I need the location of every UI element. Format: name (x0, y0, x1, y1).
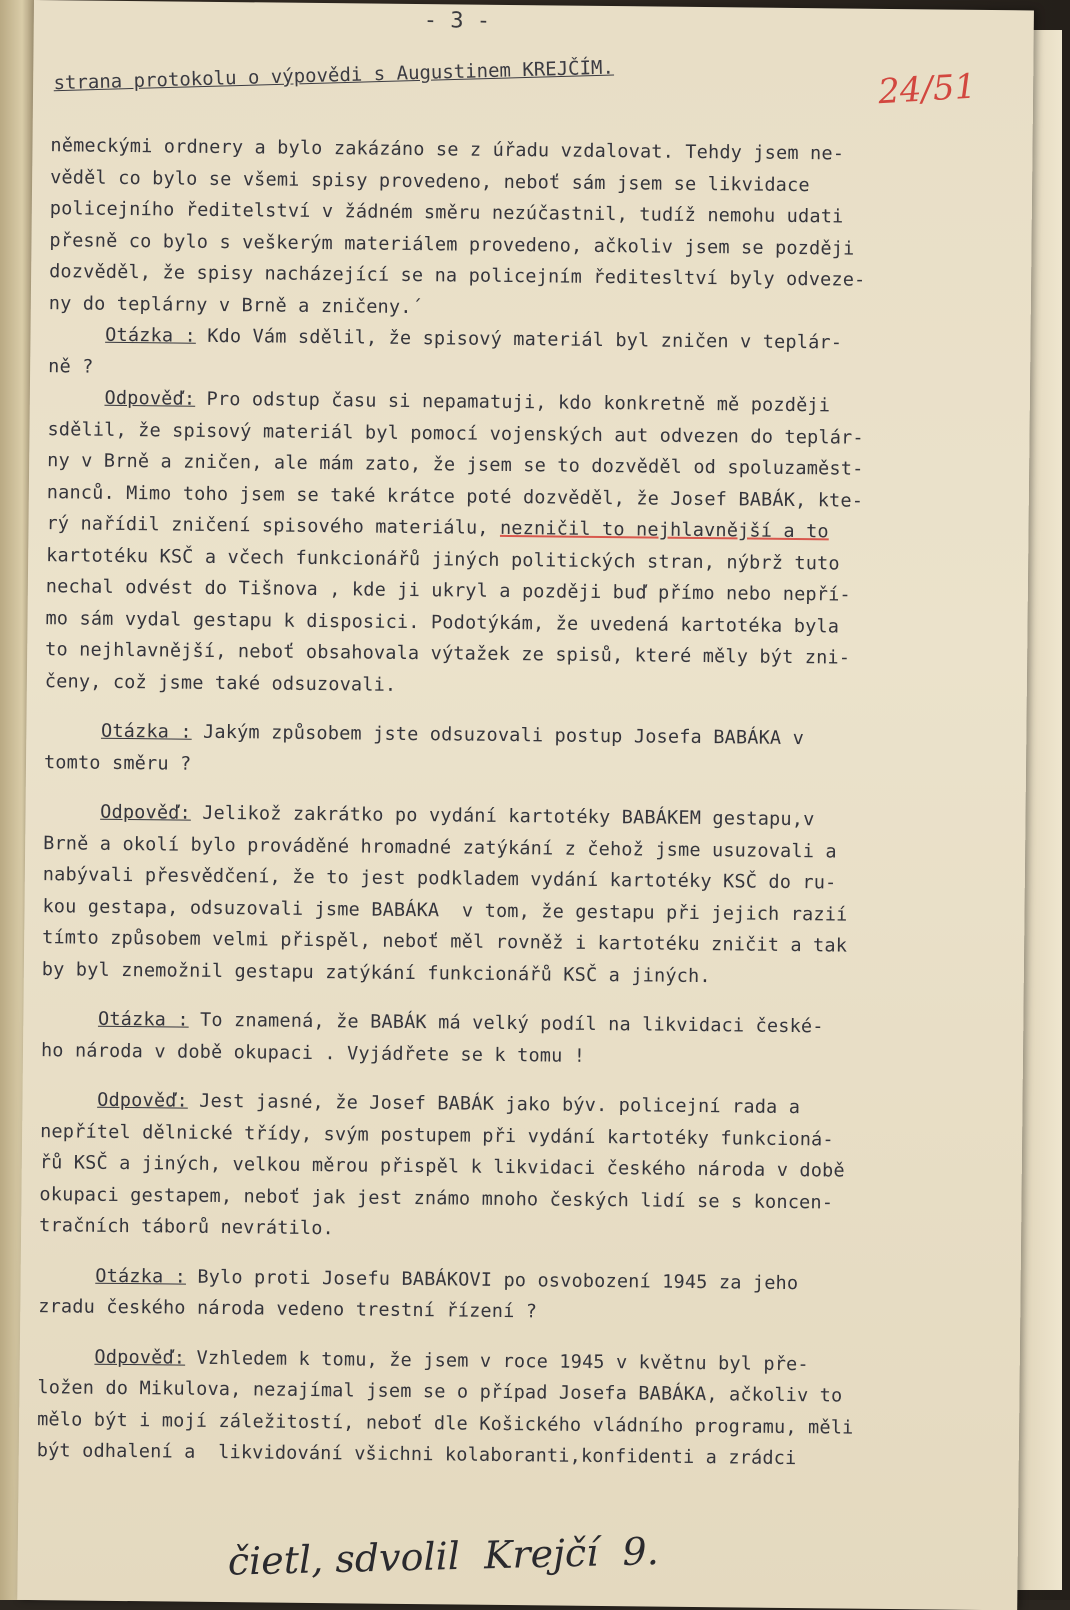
answer-label: Odpověď: (94, 1346, 186, 1369)
answer-text: Pro odstup času si nepamatuji, kdo konkretně mě později (195, 388, 831, 417)
text-line: kartotéku KSČ a včech funkcionářů jiných politických stran, nýbrž tuto (46, 544, 840, 574)
red-underlined-text: nezničil to nejhlavnější a to (499, 517, 829, 543)
text-line: Brně a okolí bylo prováděné hromadné zatýkání z čehož jsme usuzovali a (43, 832, 837, 862)
text-line: tomto směru ? (43, 751, 192, 775)
document-body (37, 130, 1026, 1477)
document-page (17, 0, 1034, 1610)
question-text: To znamená, že BABÁK má velký podíl na likvidaci české- (188, 1009, 824, 1038)
question-label: Otázka : (95, 1265, 187, 1288)
text-line: zradu českého národa vedeno trestní řízení ? (38, 1296, 538, 1323)
text-line: tračních táborů nevrátilo. (39, 1215, 335, 1240)
text-line: ny v Brně a zničen, ale mám zato, že jsem se to dozvěděl od spoluzaměst- (47, 450, 864, 480)
text-line: nechal odvést do Tišnova , kde ji ukryl a později buď přímo nebo nepří- (45, 576, 851, 606)
text-line: německými ordnery a bylo zakázáno se z úřadu vzdalovat. Tehdy jsem ne- (50, 135, 845, 165)
text-line: mělo být i mojí záležitostí, neboť dle Košického vládního programu, měli (37, 1408, 854, 1439)
question-label: Otázka : (97, 1008, 189, 1031)
answer-text: Jelikož zakrátko po vydání kartotéky BABÁKEM gestapu,v (190, 802, 815, 831)
text-line: to nejhlavnější, neboť obsahovala výtažek ze spisů, které měly být zni- (45, 639, 851, 669)
text-line: ložen do Mikulova, nezajímal jsem se o případ Josefa BABÁKA, ačkoliv to (37, 1377, 843, 1407)
text-line: ho národa v době okupaci . Vyjádřete se k tomu ! (40, 1039, 586, 1067)
page-header: strana protokolu o výpovědi s Augustinem KREJČÍM. (53, 56, 615, 95)
text-line: nanců. Mimo toho jsem se také krátce poté dozvěděl, že Josef BABÁK, kte- (46, 481, 864, 512)
text-fragment: rý nařídil zničení spisového materiálu, (46, 513, 501, 539)
red-handwritten-mark: 24/51 (877, 66, 978, 113)
question-text: Kdo Vám sdělil, že spisový materiál byl zničen v teplár- (195, 325, 843, 354)
text-line: řů KSČ a jiných, velkou měrou přispěl k likvidaci českého národa v době (39, 1152, 845, 1182)
text-line: sdělil, že spisový materiál byl pomocí vojenských aut odvezen do teplár- (47, 418, 864, 449)
text-line: nepřítel dělnické třídy, svým postupem při vydání kartotéky funkcioná- (40, 1120, 834, 1150)
answer-text: Jest jasné, že Josef BABÁK jako býv. policejní rada a (187, 1090, 801, 1119)
text-line: čeny, což jsme také odsuzovali. (44, 670, 397, 696)
text-line: být odhalení a likvidování všichni kolaboranti,konfidenti a zrádci (36, 1440, 797, 1470)
answer-label: Odpověď: (104, 387, 196, 410)
text-line: by byl znemožnil gestapu zatýkání funkcionářů KSČ a jiných. (41, 958, 711, 987)
question-text: Bylo proti Josefu BABÁKOVI po osvobození 1945 za jeho (185, 1266, 799, 1294)
text-line: věděl co bylo se všemi spisy provedeno, neboť sám jsem se likvidace (50, 166, 810, 196)
text-line: nabývali přesvědčení, že to jest podkladem vydání kartotéky KSČ do ru- (42, 864, 837, 894)
text-line: okupaci gestapem, neboť jak jest známo mnoho českých lidí se s koncen- (39, 1183, 834, 1213)
text-line: ně ? (48, 355, 94, 378)
text-line: mo sám vydal gestapu k disposici. Podotýkám, že uvedená kartotéka byla (45, 607, 840, 637)
page-number: - 3 - (423, 8, 491, 34)
text-line: dozvěděl, že spisy nacházející se na policejním ředitesltví byly odveze- (49, 261, 866, 291)
text-line: tímto způsobem velmi přispěl, neboť měl rovněž i kartotéku zničit a tak (42, 927, 848, 957)
handwritten-signature: čietl, sdvolil Krejčí 9. (227, 1529, 660, 1584)
question-label: Otázka : (105, 324, 197, 347)
answer-text: Vzhledem k tomu, že jsem v roce 1945 v květnu byl pře- (185, 1347, 809, 1375)
answer-label: Odpověď: (97, 1089, 189, 1112)
question-label: Otázka : (100, 720, 192, 743)
answer-label: Odpověď: (100, 801, 192, 824)
text-line: ny do teplárny v Brně a zničeny.´ (48, 292, 424, 318)
text-line: přesně co bylo s veškerým materiálem provedeno, ačkoliv jsem se později (49, 229, 855, 260)
question-text: Jakým způsobem jste odsuzovali postup Josefa BABÁKA v (191, 721, 805, 750)
text-line: kou gestapa, odsuzovali jsme BABÁKA v tom, že gestapu při jejich razií (42, 895, 848, 926)
text-line: policejního ředitelství v žádném směru nezúčastnil, tudíž nemohu udati (49, 198, 844, 228)
